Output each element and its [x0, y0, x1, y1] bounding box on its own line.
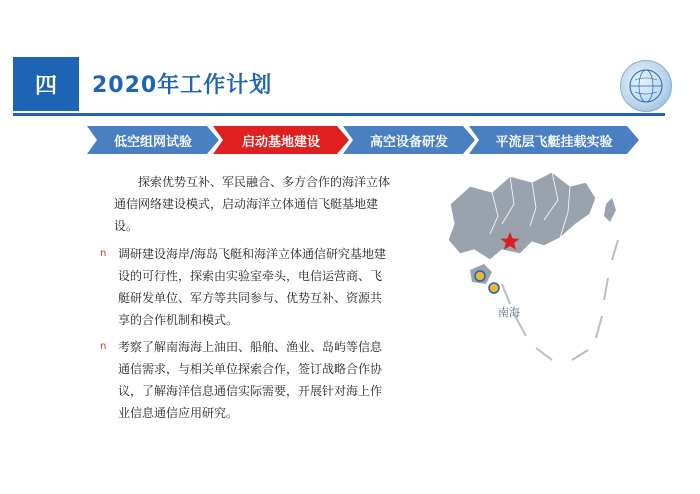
- tab-label: 高空设备研发: [369, 134, 448, 150]
- content-text: [100, 171, 391, 429]
- tab-stratosphere-airship[interactable]: [469, 126, 639, 154]
- sea-boundary-dashes: [502, 240, 618, 360]
- page-title: 2020年工作计划: [92, 73, 273, 98]
- bullet-item: [100, 243, 390, 331]
- bullet-item: [100, 336, 390, 424]
- bullet-text: 调研建设海岸/海岛飞艇和海洋立体通信研究基地建设的可行性，探索由实验室牵头，电信运营商、飞艇研发单位、军方等共同参与、优势互补、资源共享的合作机制和模式。: [118, 247, 387, 327]
- tab-label: 启动基地建设: [241, 134, 320, 150]
- progress-tabs: [87, 126, 639, 154]
- title-divider: [13, 113, 665, 116]
- mainland-region: [448, 172, 596, 260]
- tab-high-altitude[interactable]: [343, 126, 475, 154]
- sea-label: 南海: [498, 306, 520, 319]
- tab-label: 低空组网试验: [113, 134, 192, 150]
- bullet-text: 考察了解南海海上油田、船舶、渔业、岛屿等信息通信需求，与相关单位探索合作，签订战略合作协议，了解海洋信息通信实际需要，开展针对海上作业信息通信应用研究。: [118, 340, 383, 420]
- tab-label: 平流层飞艇挂载实验: [495, 134, 613, 150]
- globe-icon: [627, 67, 665, 105]
- bullet-mark: n: [100, 341, 107, 352]
- taiwan-island: [604, 198, 616, 222]
- tab-base-construction[interactable]: [213, 126, 349, 154]
- section-number: 四: [13, 57, 79, 111]
- south-china-map: [440, 164, 680, 374]
- intro-paragraph: 探索优势互补、军民融合、多方合作的海洋立体通信网络建设模式，启动海洋立体通信飞艇基地建设。: [114, 175, 391, 233]
- lab-logo: [620, 60, 672, 112]
- site-marker: [489, 283, 499, 293]
- bullet-mark: n: [100, 248, 107, 259]
- tab-low-altitude[interactable]: [87, 126, 219, 154]
- site-marker: [475, 271, 485, 281]
